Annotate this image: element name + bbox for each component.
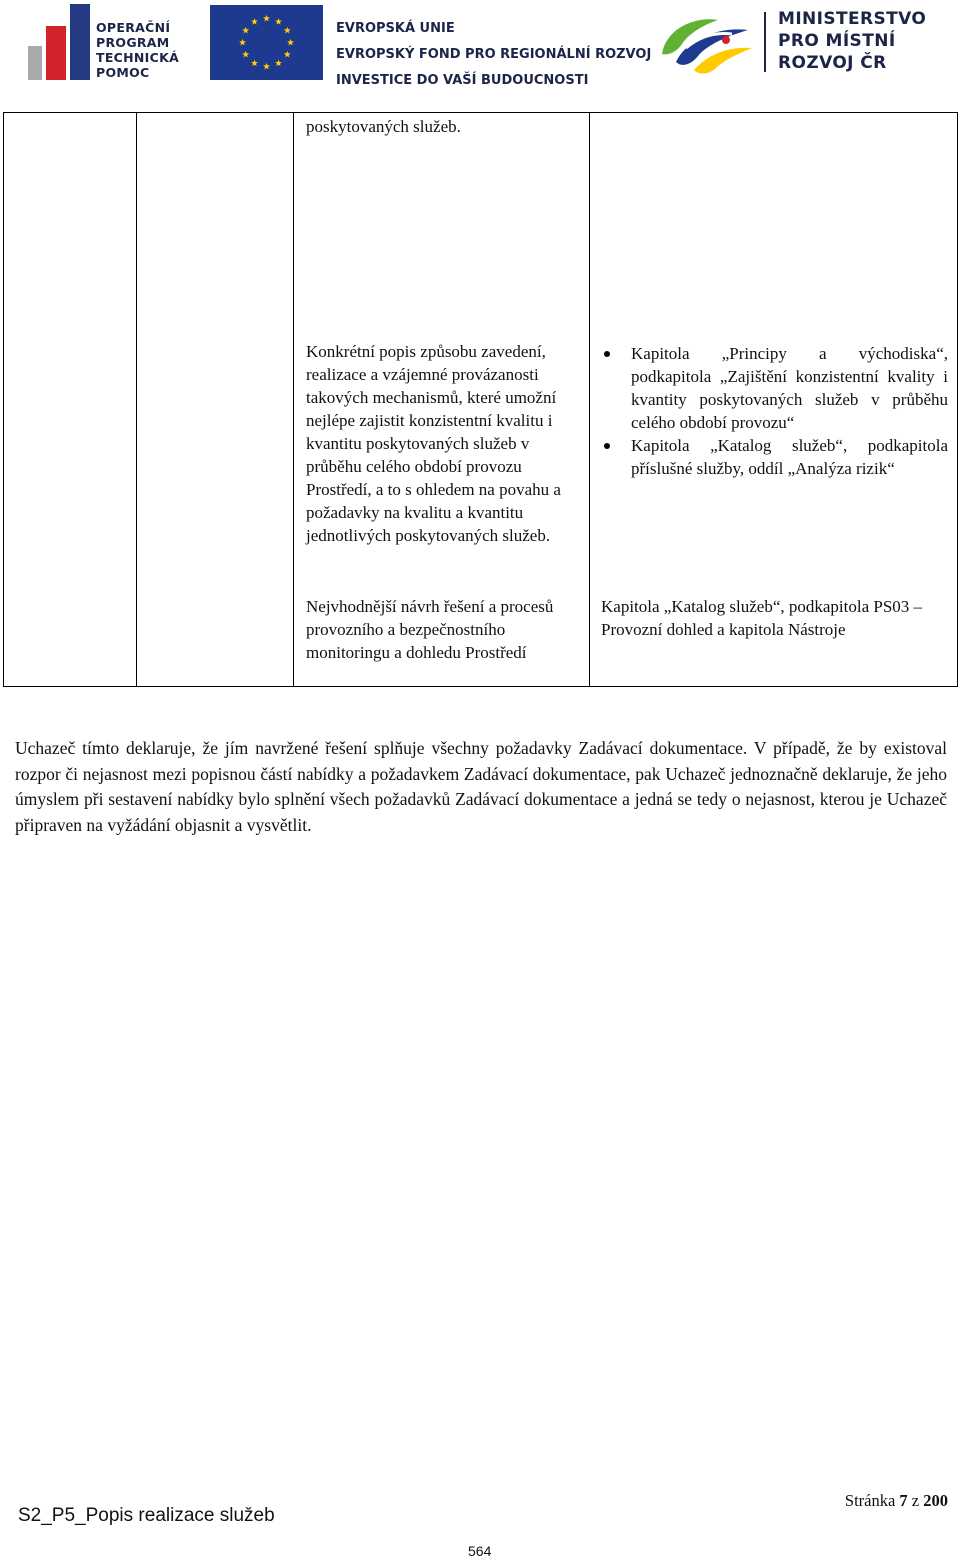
column-divider: [136, 113, 137, 686]
eu-star-icon: [239, 39, 246, 46]
mmr-line: PRO MÍSTNÍ: [778, 31, 896, 51]
optp-logo-text: [96, 20, 179, 80]
reference-list-cell: [596, 342, 948, 480]
reference-bullet-text: Kapitola „Principy a východiska“, podkapitola „Zajištění konzistentní kvality i kvantity poskytovaných služeb v průběhu celého období provozu“: [631, 344, 948, 432]
eu-star-icon: [263, 15, 270, 22]
eu-star-icon: [284, 51, 291, 58]
reference-bullet-list: [596, 342, 948, 480]
optp-line: POMOC: [96, 65, 150, 80]
eu-star-icon: [251, 60, 258, 67]
eu-logo-text: [336, 16, 651, 94]
requirement-fragment: poskytovaných služeb.: [306, 117, 461, 136]
mmr-divider: [764, 12, 766, 72]
eu-flag-icon: [210, 5, 323, 80]
eu-line: EVROPSKÝ FOND PRO REGIONÁLNÍ ROZVOJ: [336, 47, 652, 62]
optp-line: TECHNICKÁ: [96, 50, 180, 65]
footer-page-indicator: [845, 1491, 948, 1511]
footer-doc-name: S2_P5_Popis realizace služeb: [18, 1505, 275, 1526]
requirements-table: [3, 112, 958, 687]
reference-bullet-text: Kapitola „Katalog služeb“, podkapitola příslušné služby, oddíl „Analýza rizik“: [631, 436, 948, 478]
bullet-icon: [604, 351, 610, 357]
page-sep: z: [911, 1491, 920, 1510]
optp-line: OPERAČNÍ: [96, 20, 171, 35]
page-current: 7: [899, 1491, 908, 1510]
optp-bar-blue: [70, 4, 90, 80]
column-divider: [589, 113, 590, 686]
bottom-page-number: 564: [468, 1543, 492, 1559]
requirement-second: Nejvhodnější návrh řešení a procesů provozního a bezpečnostního monitoringu a dohledu Prostředí: [306, 597, 554, 662]
reference-bullet: [596, 434, 948, 480]
eu-star-icon: [275, 60, 282, 67]
requirement-main: Konkrétní popis způsobu zavedení, realizace a vzájemné provázanosti takových mechanismů, které umožní nejlépe zajistit konzistentní kvalitu i kvantitu poskytovaných služeb v průběhu celého období provozu Prostředí, a to s ohledem na povahu a požadavky na kvalitu a kvantitu jednotlivých poskytovaných služeb.: [306, 342, 561, 545]
eu-line: INVESTICE DO VAŠÍ BUDOUCNOSTI: [336, 73, 589, 88]
reference-second: Kapitola „Katalog služeb“, podkapitola PS03 – Provozní dohled a kapitola Nástroje: [601, 597, 923, 639]
optp-logo-bars: [28, 4, 90, 80]
eu-star-icon: [251, 18, 258, 25]
mmr-line: MINISTERSTVO: [778, 9, 927, 29]
page-header: [0, 0, 960, 92]
eu-star-icon: [242, 27, 249, 34]
eu-star-icon: [284, 27, 291, 34]
optp-logo: [28, 4, 208, 80]
mmr-logo-text: [778, 8, 926, 74]
eu-star-icon: [242, 51, 249, 58]
bullet-icon: [604, 443, 610, 449]
eu-line: EVROPSKÁ UNIE: [336, 21, 455, 36]
eu-star-icon: [275, 18, 282, 25]
mmr-emblem-icon: [656, 10, 756, 76]
optp-bar-grey: [28, 46, 42, 80]
declaration-paragraph: Uchazeč tímto deklaruje, že jím navržené řešení splňuje všechny požadavky Zadávací dokumentace. V případě, že by existoval rozpor či nejasnost mezi popisnou částí nabídky a požadavkem Zadávací dokumentace, pak Uchazeč jednoznačně deklaruje, že jeho úmyslem při sestavení nabídky bylo splnění všech požadavků Zadávací dokumentace a jedná se tedy o nejasnost, kterou je Uchazeč připraven na vyžádání objasnit a vysvětlit.: [15, 738, 947, 835]
page-label: Stránka: [844, 1491, 896, 1510]
mmr-line: ROZVOJ ČR: [778, 53, 887, 73]
eu-star-icon: [287, 39, 294, 46]
optp-bar-red: [46, 26, 66, 80]
page-total: 200: [923, 1491, 948, 1510]
eu-star-icon: [263, 63, 270, 70]
optp-line: PROGRAM: [96, 35, 170, 50]
column-divider: [293, 113, 294, 686]
reference-bullet: [596, 342, 948, 434]
